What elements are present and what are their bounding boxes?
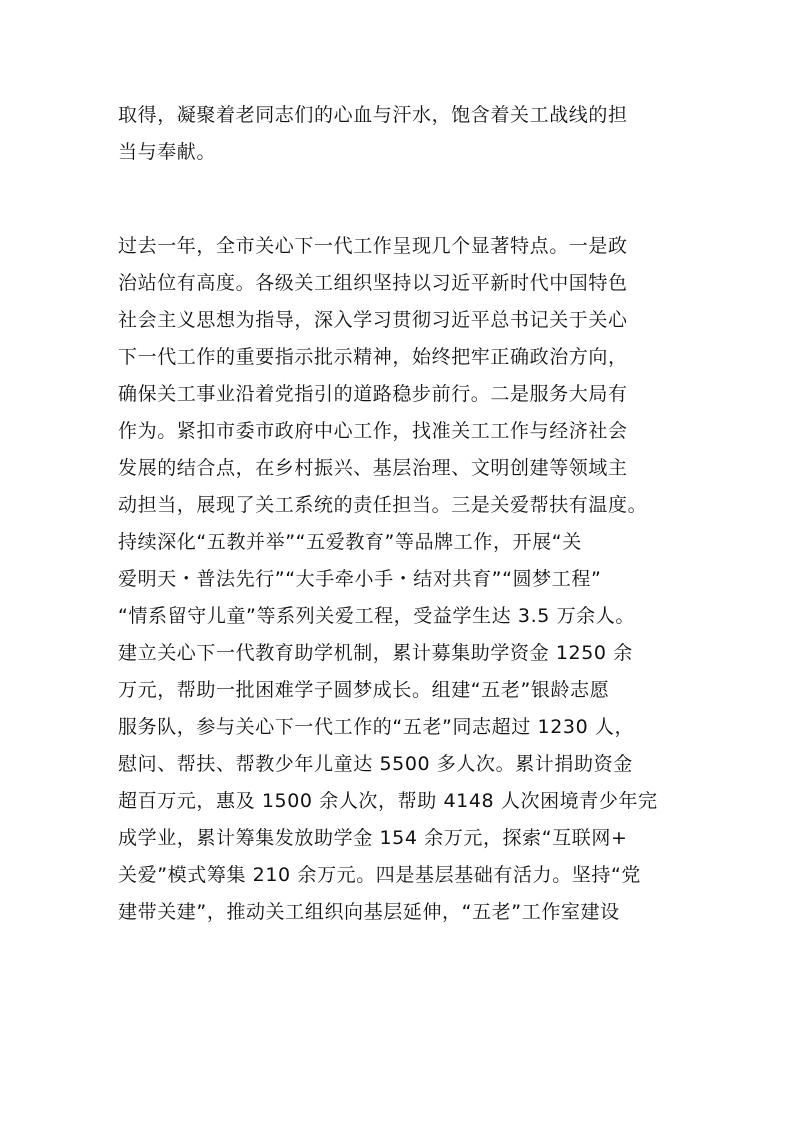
paragraph-1 — [118, 97, 678, 171]
text-line: 爱明天・普法先行”“大手牵小手・结对共育”“圆梦工程” — [118, 568, 602, 590]
text-line: “情系留守儿童”等系列关爱工程，受益学生达 3.5 万余人。 — [118, 605, 635, 627]
text-line: 治站位有高度。各级关工组织坚持以习近平新时代中国特色 — [118, 272, 628, 294]
text-line: 成学业，累计筹集发放助学金 154 余万元，探索“互联网+ — [118, 827, 628, 849]
text-line: 发展的结合点，在乡村振兴、基层治理、文明创建等领域主 — [118, 457, 628, 479]
text-line: 万元，帮助一批困难学子圆梦成长。组建“五老”银龄志愿 — [118, 679, 610, 701]
text-line: 确保关工事业沿着党指引的道路稳步前行。二是服务大局有 — [118, 383, 628, 405]
text-line: 取得，凝聚着老同志们的心血与汗水，饱含着关工战线的担 — [118, 104, 628, 126]
text-line: 服务队，参与关心下一代工作的“五老”同志超过 1230 人， — [118, 716, 635, 738]
text-line: 动担当，展现了关工系统的责任担当。三是关爱帮扶有温度。 — [118, 494, 648, 516]
text-line: 建立关心下一代教育助学机制，累计募集助学资金 1250 余 — [118, 642, 633, 664]
text-line: 慰问、帮扶、帮教少年儿童达 5500 多人次。累计捐助资金 — [118, 753, 633, 775]
text-line: 超百万元，惠及 1500 余人次，帮助 4148 人次困境青少年完 — [118, 790, 658, 812]
text-line: 当与奉献。 — [118, 141, 217, 163]
text-line: 过去一年，全市关心下一代工作呈现几个显著特点。一是政 — [118, 235, 628, 257]
text-line: 作为。紧扣市委市政府中心工作，找准关工工作与经济社会 — [118, 420, 628, 442]
text-line: 下一代工作的重要指示批示精神，始终把牢正确政治方向， — [118, 346, 628, 368]
text-line: 建带关建”，推动关工组织向基层延伸，“五老”工作室建设 — [118, 901, 620, 923]
text-line: 社会主义思想为指导，深入学习贯彻习近平总书记关于关心 — [118, 309, 628, 331]
text-line: 持续深化“五教并举”“五爱教育”等品牌工作，开展“关 — [118, 531, 582, 553]
paragraph-2 — [118, 228, 678, 931]
text-line: 关爱”模式筹集 210 余万元。四是基层基础有活力。坚持“党 — [118, 864, 642, 886]
